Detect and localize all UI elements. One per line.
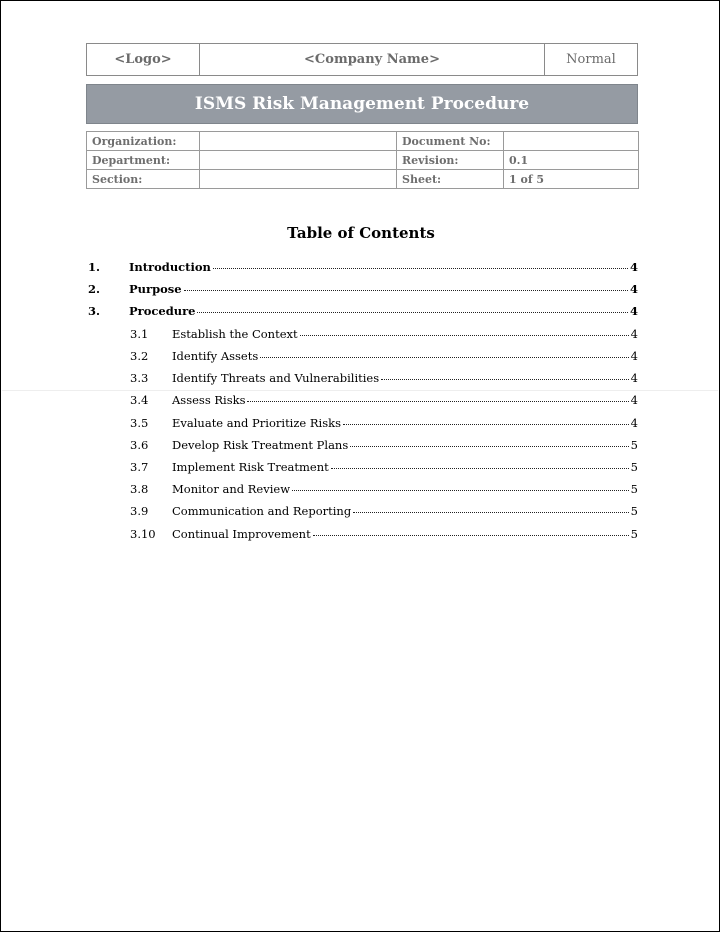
- toc-entry-line: [172, 482, 638, 496]
- sheet-label: Sheet:: [397, 170, 504, 189]
- toc-entry-title: Procedure: [129, 304, 196, 318]
- company-name: <Company Name>: [200, 44, 545, 75]
- document-info-table: [86, 131, 639, 189]
- toc-entry-title: Identify Assets: [172, 349, 259, 363]
- toc-entry-title: Monitor and Review: [172, 482, 291, 496]
- toc-entry-number: 3.1: [130, 327, 149, 341]
- toc-leader-dots: [292, 490, 629, 491]
- organization-label: Organization:: [87, 132, 200, 151]
- toc-entry[interactable]: [1, 435, 720, 455]
- organization-value: [200, 132, 397, 151]
- sheet-value: 1 of 5: [504, 170, 639, 189]
- info-row-section: [87, 170, 639, 189]
- toc-entry-title: Communication and Reporting: [172, 504, 352, 518]
- toc-entry[interactable]: [1, 457, 720, 477]
- toc-entry[interactable]: [1, 479, 720, 499]
- toc-entry-line: [172, 438, 638, 452]
- document-no-label: Document No:: [397, 132, 504, 151]
- toc-entry[interactable]: [1, 324, 720, 344]
- toc-leader-dots: [260, 357, 628, 358]
- section-label: Section:: [87, 170, 200, 189]
- revision-label: Revision:: [397, 151, 504, 170]
- toc-entry[interactable]: [1, 257, 720, 277]
- info-row-department: [87, 151, 639, 170]
- toc-entry-page: 4: [630, 371, 638, 385]
- toc-entry-number: 3.10: [130, 527, 156, 541]
- toc-entry-number: 3.5: [130, 416, 149, 430]
- toc-entry-page: 5: [630, 438, 638, 452]
- info-row-organization: [87, 132, 639, 151]
- toc-entry-number: 3.9: [130, 504, 149, 518]
- toc-entry[interactable]: [1, 413, 720, 433]
- toc-entry-page: 5: [630, 482, 638, 496]
- toc-title: Table of Contents: [287, 224, 435, 242]
- toc-entry-title: Implement Risk Treatment: [172, 460, 329, 474]
- toc-entry-page: 4: [630, 393, 638, 407]
- toc-entry-line: [172, 349, 638, 363]
- toc-entry-title: Evaluate and Prioritize Risks: [172, 416, 341, 430]
- toc-entry-line: [172, 371, 638, 385]
- document-title: ISMS Risk Management Procedure: [86, 84, 638, 124]
- toc-leader-dots: [197, 312, 628, 313]
- toc-leader-dots: [213, 268, 628, 269]
- toc-entry-number: 1.: [88, 260, 101, 274]
- toc-leader-dots: [350, 446, 628, 447]
- toc-entry-line: [172, 527, 638, 541]
- toc-entry-line: [172, 460, 638, 474]
- revision-value: 0.1: [504, 151, 639, 170]
- toc-leader-dots: [313, 535, 629, 536]
- toc-entry-line: [172, 393, 638, 407]
- toc-entry-line: [172, 504, 638, 518]
- toc-entry-title: Assess Risks: [172, 393, 246, 407]
- toc-entry-page: 5: [630, 527, 638, 541]
- classification-label: Normal: [566, 52, 616, 67]
- toc-entry-page: 4: [629, 304, 638, 318]
- toc-leader-dots: [381, 379, 629, 380]
- toc-entry-title: Introduction: [129, 260, 211, 274]
- toc-entry[interactable]: [1, 524, 720, 544]
- toc-entry-line: [129, 304, 638, 318]
- toc-entry-line: [129, 260, 638, 274]
- toc-entry-title: Continual Improvement: [172, 527, 311, 541]
- header-table: [86, 43, 638, 76]
- toc-entry-number: 3.6: [130, 438, 149, 452]
- toc-entry-page: 5: [630, 504, 638, 518]
- toc-entry-number: 3.4: [130, 393, 149, 407]
- toc-entry[interactable]: [1, 390, 720, 410]
- toc-entry[interactable]: [1, 501, 720, 521]
- toc-entry-number: 3.2: [130, 349, 149, 363]
- toc-entry-page: 4: [629, 260, 638, 274]
- document-no-value: [504, 132, 639, 151]
- toc-entry-title: Develop Risk Treatment Plans: [172, 438, 349, 452]
- department-value: [200, 151, 397, 170]
- toc-entry-line: [172, 327, 638, 341]
- toc-entry[interactable]: [1, 279, 720, 299]
- toc-entry-number: 3.7: [130, 460, 149, 474]
- logo-placeholder: <Logo>: [87, 44, 200, 75]
- department-label: Department:: [87, 151, 200, 170]
- toc-leader-dots: [300, 335, 629, 336]
- toc-entry-title: Identify Threats and Vulnerabilities: [172, 371, 380, 385]
- toc-entry-number: 3.: [88, 304, 101, 318]
- toc-entry-title: Establish the Context: [172, 327, 298, 341]
- toc-entry-line: [129, 282, 638, 296]
- section-value: [200, 170, 397, 189]
- toc-entry-number: 3.3: [130, 371, 149, 385]
- toc-entry-title: Purpose: [129, 282, 182, 296]
- toc-entry[interactable]: [1, 301, 720, 321]
- toc-leader-dots: [343, 424, 629, 425]
- toc-entry-line: [172, 416, 638, 430]
- toc-entry[interactable]: [1, 368, 720, 388]
- toc-entry-page: 4: [630, 349, 638, 363]
- toc-leader-dots: [331, 468, 629, 469]
- toc-entry-page: 4: [630, 327, 638, 341]
- toc-entry-page: 5: [630, 460, 638, 474]
- toc-leader-dots: [353, 512, 628, 513]
- toc-leader-dots: [247, 401, 628, 402]
- toc-entry-number: 2.: [88, 282, 101, 296]
- toc-entry-page: 4: [629, 282, 638, 296]
- page-divider: [2, 390, 718, 391]
- toc-entry[interactable]: [1, 346, 720, 366]
- toc-entry-number: 3.8: [130, 482, 149, 496]
- toc-leader-dots: [184, 290, 628, 291]
- toc-entry-page: 4: [630, 416, 638, 430]
